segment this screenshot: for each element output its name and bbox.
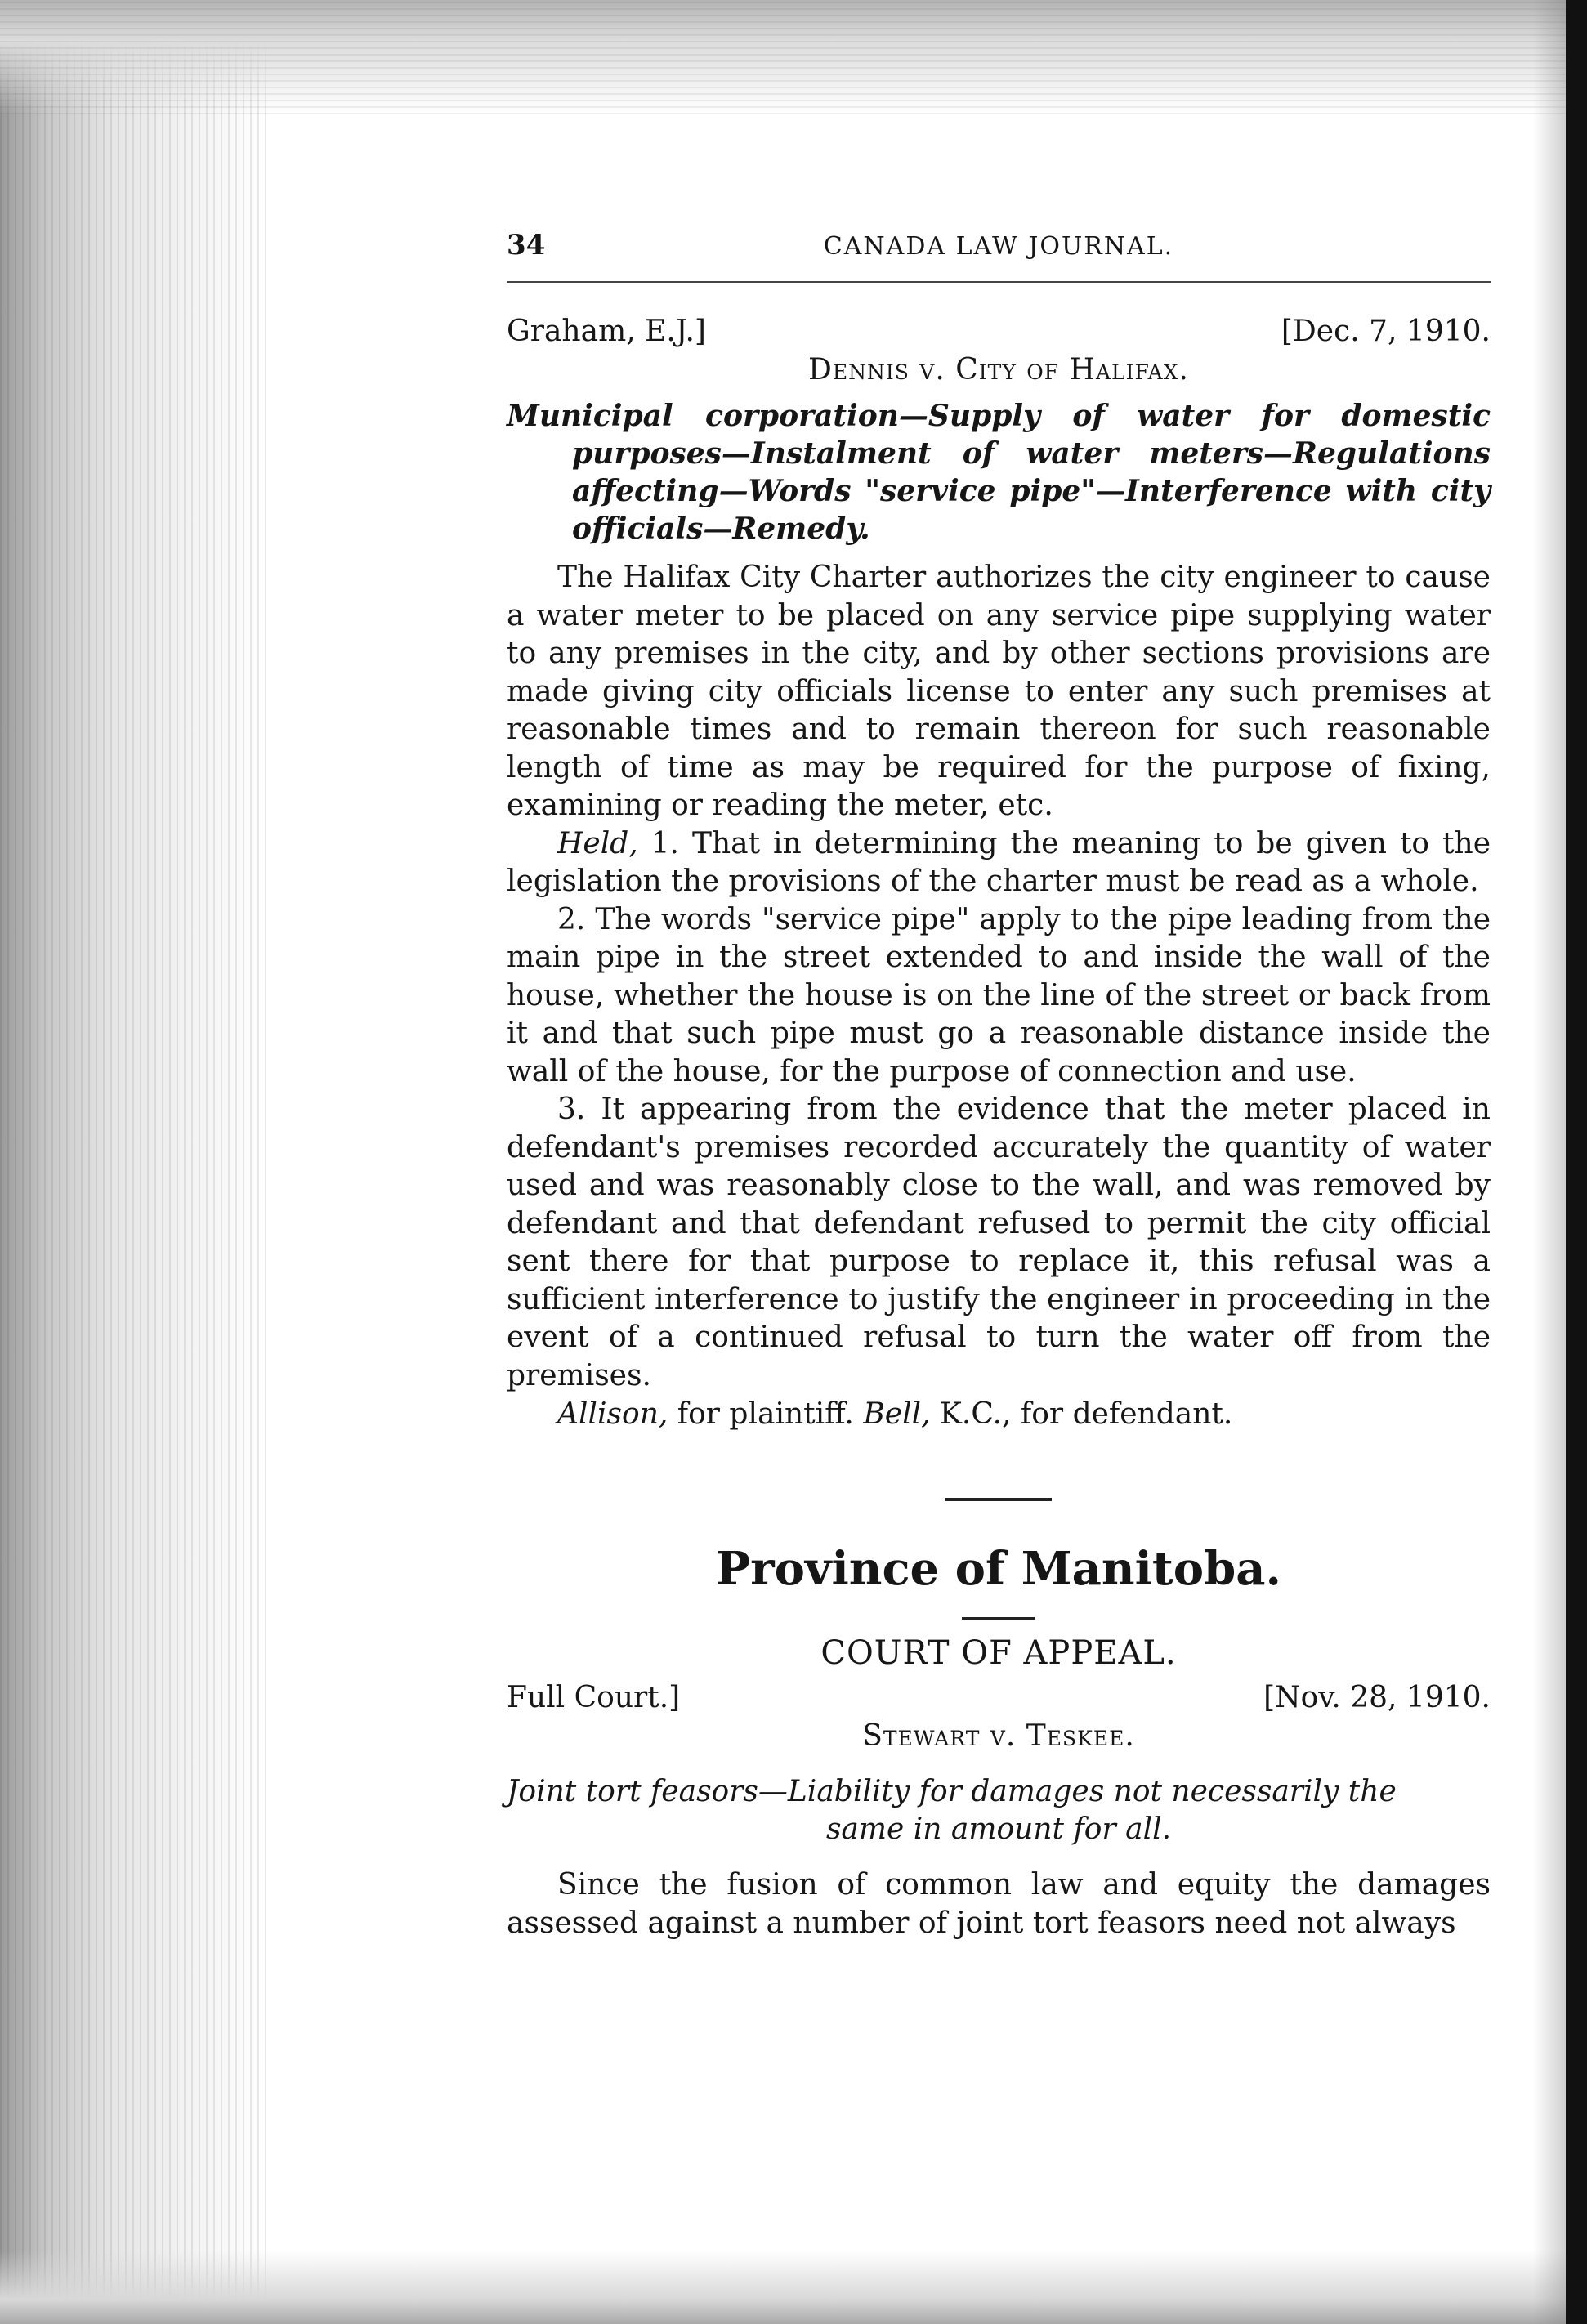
case-name: Stewart v. Teskee. — [862, 1719, 1135, 1753]
page-number: 34 — [507, 229, 546, 261]
decision-date: [Nov. 28, 1910. — [1263, 1681, 1491, 1714]
case-stewart-v-teskee — [507, 1678, 1491, 1942]
court-note: Full Court.] — [507, 1681, 681, 1714]
scan-binding-shadow — [0, 0, 270, 2324]
plaintiff-counsel-name: Allison, — [557, 1397, 668, 1431]
case-paragraph: Since the fusion of common law and equity the damages assessed against a number of joint tort feasors need not always — [507, 1868, 1491, 1940]
case-headnote: Municipal corporation—Supply of water for domestic purposes—Instalment of water meters—Regulations affecting—Words "service pipe"—Interference with city officials—Remedy. — [507, 399, 1491, 546]
header-rule — [507, 281, 1491, 283]
headnote-last-line: same in amount for all. — [825, 1812, 1172, 1846]
case-dennis-v-halifax — [507, 312, 1491, 1434]
held-paragraph — [507, 825, 1491, 901]
journal-page — [507, 229, 1491, 1942]
scan-bottom-edge — [0, 2250, 1587, 2324]
plaintiff-counsel-text: for plaintiff. — [668, 1397, 864, 1431]
judge-name: Graham, E.J.] — [507, 315, 706, 348]
province-divider — [962, 1617, 1035, 1620]
province-heading: Province of Manitoba. — [715, 1542, 1282, 1596]
decision-date: [Dec. 7, 1910. — [1281, 315, 1491, 348]
scan-right-border — [1566, 0, 1587, 2324]
case-citation-line — [507, 312, 1491, 351]
held-label: Held, — [557, 826, 638, 860]
defendant-counsel-text: K.C., for defendant. — [930, 1397, 1233, 1431]
headnote-main: Joint tort feasors—Liability for damages not necessarily the — [507, 1775, 1397, 1808]
court-heading: COURT OF APPEAL. — [820, 1634, 1177, 1672]
held-point-2: 2. The words "service pipe" apply to the pipe leading from the main pipe in the street extended to and inside the wall of the house, whether the house is on the line of the street or back from it and that such pipe must go a reasonable distance inside the wall of the house, for the purpose of connection and use. — [507, 902, 1491, 1088]
counsel-line — [507, 1395, 1491, 1434]
case-citation-line — [507, 1678, 1491, 1718]
running-head — [507, 229, 1491, 278]
held-text: 1. That in determining the meaning to be given to the legislation the provisions of the charter must be read as a whole. — [507, 826, 1491, 898]
case-name: Dennis v. City of Halifax. — [808, 353, 1189, 387]
scan-top-edge — [0, 0, 1587, 114]
case-paragraph: The Halifax City Charter authorizes the city engineer to cause a water meter to be placed on any service pipe supplying water to any premises in the city, and by other sections provisions are made giving city officials license to enter any such premises at reasonable times and to remain thereon for such reasonable length of time as may be required for the purpose of fixing, examining or reading the meter, etc. — [507, 561, 1491, 822]
defendant-counsel-name: Bell, — [863, 1397, 931, 1431]
section-divider — [945, 1498, 1052, 1501]
journal-title: CANADA LAW JOURNAL. — [823, 232, 1174, 261]
held-point-3: 3. It appearing from the evidence that the meter placed in defendant's premises recorded accurately the quantity of water used and was reasonably close to the wall, and was removed by defendant and that defendant refused to permit the city official sent there for that purpose to replace it, this refusal was a sufficient interference to justify the engineer in proceeding in the event of a continued refusal to turn the water off from the premises. — [507, 1093, 1491, 1392]
scan-right-shade — [1533, 0, 1566, 2324]
case-headnote — [507, 1773, 1491, 1848]
